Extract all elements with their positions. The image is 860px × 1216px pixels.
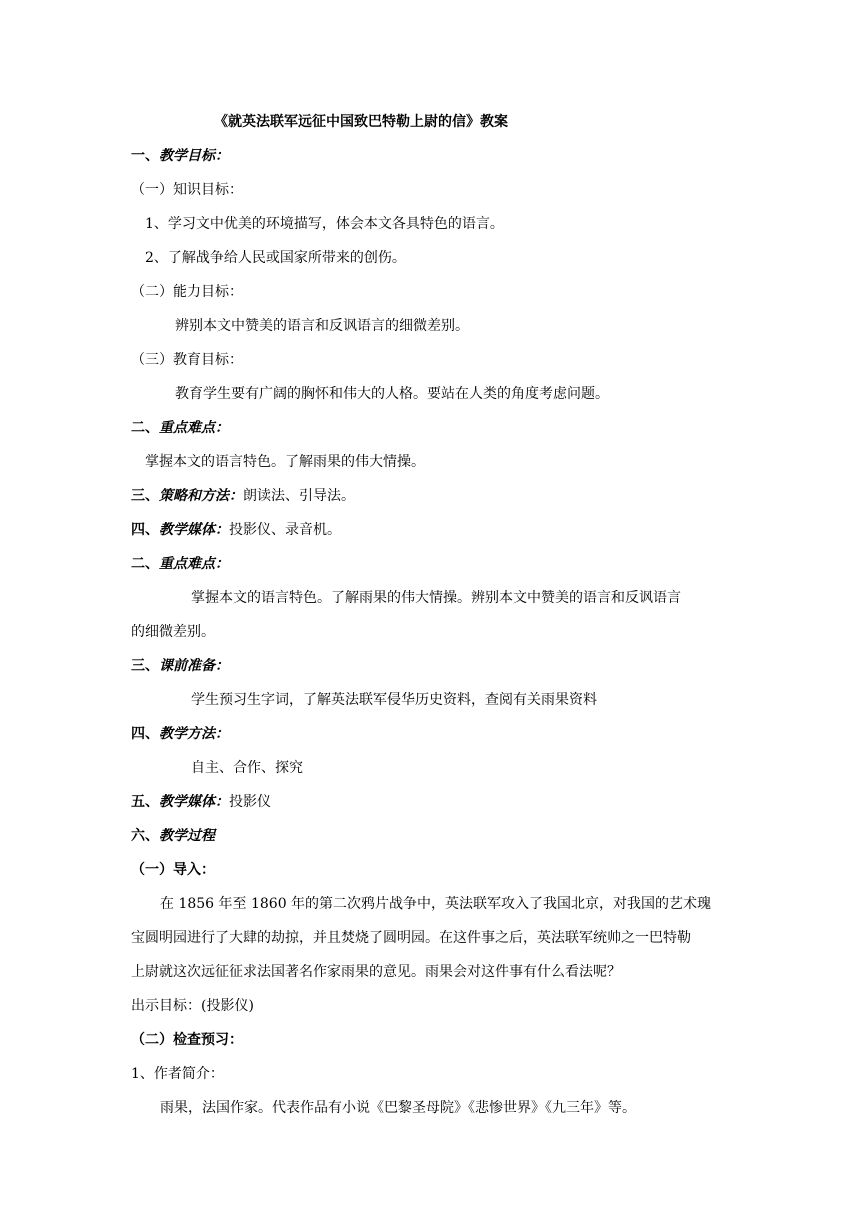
author-intro-text: 雨果，法国作家。代表作品有小说《巴黎圣母院》《悲惨世界》《九三年》等。 bbox=[160, 1100, 636, 1116]
section-text: 投影仪、录音机。 bbox=[229, 522, 341, 538]
goal-item-1: 1、学习文中优美的环境描写，体会本文各具特色的语言。 bbox=[145, 216, 504, 232]
section-1-heading bbox=[131, 146, 229, 166]
section-title: 重点难点： bbox=[159, 556, 229, 572]
section-number: 四、 bbox=[131, 726, 159, 742]
subsection-ability-goal: （二）能力目标： bbox=[131, 284, 243, 300]
education-goal-text: 教育学生要有广阔的胸怀和伟大的人格。要站在人类的角度考虑问题。 bbox=[175, 386, 609, 402]
author-intro-heading: 1、作者简介： bbox=[131, 1066, 224, 1082]
section-title: 教学目标： bbox=[159, 148, 229, 164]
section-number: 三、 bbox=[131, 488, 159, 504]
key-points-text: 掌握本文的语言特色。了解雨果的伟大情操。 bbox=[145, 454, 425, 470]
section-title: 策略和方法： bbox=[159, 488, 243, 504]
section-title: 教学媒体： bbox=[159, 794, 229, 810]
section-3-heading bbox=[131, 486, 355, 506]
document-title: 《就英法联军远征中国致巴特勒上尉的信》教案 bbox=[214, 114, 508, 130]
section-title: 课前准备： bbox=[159, 658, 229, 674]
key-points-text-line-1: 掌握本文的语言特色。了解雨果的伟大情操。辨别本文中赞美的语言和反讽语言 bbox=[191, 590, 681, 606]
section-number: 四、 bbox=[131, 522, 159, 538]
methods-text: 自主、合作、探究 bbox=[191, 760, 303, 776]
subsection-introduction: （一）导入： bbox=[131, 862, 215, 878]
section-text: 投影仪 bbox=[229, 794, 271, 810]
section-number: 六、 bbox=[131, 828, 159, 844]
section-7-heading bbox=[131, 724, 229, 744]
goal-item-2: 2、了解战争给人民或国家所带来的创伤。 bbox=[145, 250, 406, 266]
section-number: 二、 bbox=[131, 420, 159, 436]
section-number: 一、 bbox=[131, 148, 159, 164]
section-4-heading bbox=[131, 520, 341, 540]
section-title: 教学方法： bbox=[159, 726, 229, 742]
subsection-education-goal: （三）教育目标： bbox=[131, 352, 243, 368]
introduction-paragraph-line-1: 在 1856 年至 1860 年的第二次鸦片战争中，英法联军攻入了我国北京，对我国的艺术瑰 bbox=[160, 896, 712, 912]
introduction-paragraph-line-2: 宝圆明园进行了大肆的劫掠，并且焚烧了圆明园。在这件事之后，英法联军统帅之一巴特勒 bbox=[131, 930, 691, 946]
key-points-text-line-2: 的细微差别。 bbox=[131, 624, 215, 640]
section-text: 朗读法、引导法。 bbox=[243, 488, 355, 504]
section-number: 三、 bbox=[131, 658, 159, 674]
section-9-heading bbox=[131, 826, 215, 846]
subsection-preview-check: （二）检查预习： bbox=[131, 1032, 243, 1048]
show-target-line: 出示目标：(投影仪) bbox=[131, 998, 254, 1014]
introduction-paragraph-line-3: 上尉就这次远征征求法国著名作家雨果的意见。雨果会对这件事有什么看法呢？ bbox=[131, 964, 621, 980]
section-title: 教学媒体： bbox=[159, 522, 229, 538]
ability-goal-text: 辨别本文中赞美的语言和反讽语言的细微差别。 bbox=[175, 318, 469, 334]
section-8-heading bbox=[131, 792, 271, 812]
section-5-heading bbox=[131, 554, 229, 574]
section-title: 教学过程 bbox=[159, 828, 215, 844]
preparation-text: 学生预习生字词，了解英法联军侵华历史资料，查阅有关雨果资料 bbox=[191, 692, 597, 708]
section-number: 二、 bbox=[131, 556, 159, 572]
section-title: 重点难点： bbox=[159, 420, 229, 436]
section-2-heading bbox=[131, 418, 229, 438]
section-6-heading bbox=[131, 656, 229, 676]
subsection-knowledge-goal: （一）知识目标： bbox=[131, 182, 243, 198]
section-number: 五、 bbox=[131, 794, 159, 810]
